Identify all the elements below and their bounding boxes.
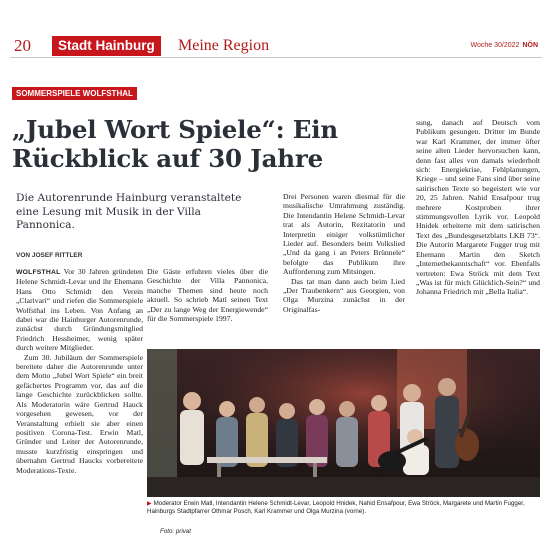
dateline: WOLFSTHAL — [16, 269, 61, 276]
caption-text: Moderator Erwin Matl, Intendantin Helene Schmidt-Levar, Leopold Hnidek, Nahid Ensafpour, Ewa Ströck, Margarete und Martin Fugger, Hainburgs Stadtpfarrer Othmar Posch, Karl Krammer und Olga Murzina (vorne). — [147, 500, 525, 516]
body-column-3 — [283, 192, 405, 347]
body-column-1 — [16, 267, 143, 539]
paragraph: Die Gäste erfuhren vieles über die Geschichte der Villa Pannonica, manche Themen sind heute noch aktuell. So schrieb Matl seinen Text „Der zu lange Weg der Energiewende“ für die Sommerspiele 1997. — [147, 267, 268, 324]
page-header — [10, 36, 542, 58]
photo-caption — [147, 500, 540, 517]
paragraph: Zum 30. Jubiläum der Sommerspiele bereitete daher die Autorenrunde unter dem Motto „Jubel Wort Spiele“ ein breit gefächertes Programm vor, das auf die lange Geschichte zurückblicken sollte. Als Moderatorin wäre Gertrud Hauck vorgesehen gewesen, vor der Veranstaltung erhielt sie aber einen positiven Corona-Test. Erwin Matl, Gründer und Leiter der Autorenrunde, musste kurzfristig einspringen und übernahm Gertrud Haucks vorbereitete Moderations-Texte. — [16, 352, 143, 475]
photo-credit: Foto: privat — [160, 528, 191, 535]
article-lead: Die Autorenrunde Hainburg veranstaltete eine Lesung mit Musik in der Villa Pannonica. — [16, 192, 242, 231]
article-headline: „Jubel Wort Spiele“: Ein Rückblick auf 30 Jahre — [12, 115, 338, 173]
byline: VON JOSEF RITTLER — [16, 252, 83, 259]
topic-kicker: SOMMERSPIELE WOLFSTHAL — [12, 87, 137, 100]
body-column-4 — [416, 118, 540, 346]
paragraph: Das tat man dann auch beim Lied „Der Traubenkern“ aus Georgien, von Olga Murzina zunächst in der Originalfas- — [283, 276, 405, 314]
region-label: Meine Region — [178, 37, 270, 54]
paragraph: sung, danach auf Deutsch vom Publikum gesungen. Dritter im Bunde war Karl Krammer, der immer öfter seine alten Lieder hervorsuchen kann, denn fast alles von damals wiederholt sich: Energiekrise, Fehlplanungen, Kriege – und seine Fans sind über seine satirischen Texte so begeistert wie vor 20, 25 Jahren. Nahid Ensafpour trug mehrere Kostproben ihrer stimmungsvollen Lyrik vor. Leopold Hnidek erheiterte mit dem satirischen Text des „Bundesgesetzblatts LKB 73“. Die Autorin Margarete Fugger trug mit Ehemann Martin den Sketch „Internetbekanntschaft“ vor. Ebenfalls vertreten: Ewa Ströck mit dem Text „Was ist für mich Glücklich-Sein?“ und Johanna Friedrich mit „Bella Italia“. — [416, 118, 540, 297]
paragraph — [16, 267, 143, 353]
paragraph-text: Vor 30 Jahren gründeten Helene Schmidt-Levar und ihr Ehemann Hans Otto Schmidt den Verein „Clarivari“ und riefen die Sommerspiele Wolfsthal ins Leben. Von Anfang an dabei war die Hainburger Autorenrunde, zunächst durch Gründungsmitglied Friedrich Hessheimer, wenig später durch weitere Mitglieder. — [16, 267, 143, 353]
caption-arrow-icon: ▶ — [147, 501, 152, 507]
issue-week: Woche 30/2022 — [470, 42, 520, 49]
body-column-2 — [147, 267, 268, 342]
group-photo-illustration — [147, 349, 540, 497]
issue-info — [471, 40, 538, 52]
group-photo — [147, 349, 540, 497]
brand-name: NÖN — [522, 42, 538, 49]
page-number: 20 — [14, 36, 31, 55]
paragraph: Drei Personen waren diesmal für die musikalische Umrahmung zuständig. Die Intendantin Helene Schmidt-Levar trat als Autorin, Rezitatorin und Interpretin einiger volkstümlicher Lieder auf. Besonders beim Volkslied „Und da gang i an Peters Brünnele“ befolgte das Publikum ihre Aufforderung zum Mitsingen. — [283, 192, 405, 277]
section-label: Stadt Hainburg — [52, 36, 161, 56]
